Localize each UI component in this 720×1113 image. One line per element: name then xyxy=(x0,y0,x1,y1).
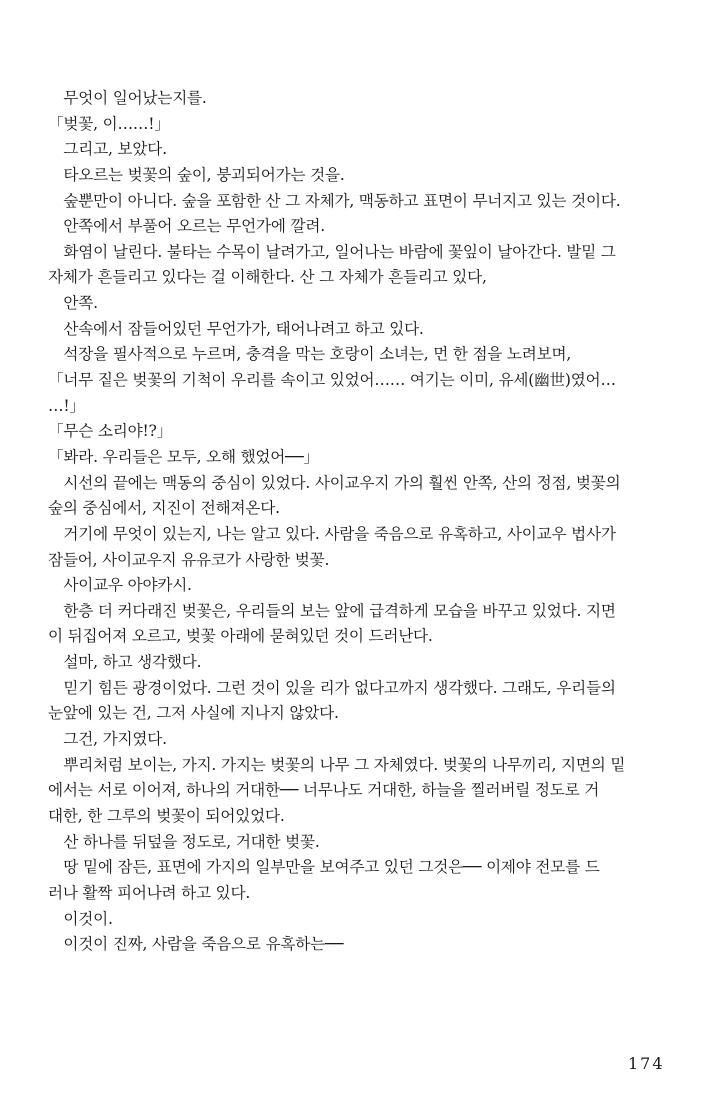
text-line: 숲의 중심에서, 지진이 전해져온다. xyxy=(48,499,280,518)
text-line: 타오르는 벚꽃의 숲이, 붕괴되어가는 것을. xyxy=(48,165,345,184)
text-line: 숲뿐만이 아니다. 숲을 포함한 산 그 자체가, 맥동하고 표면이 무너지고 있는 것이다. xyxy=(48,191,621,210)
text-line: 이것이. xyxy=(48,909,113,928)
text-line: 안쪽에서 부풀어 오르는 무언가에 깔려. xyxy=(48,217,325,236)
text-line: 「무슨 소리야!?」 xyxy=(48,422,173,441)
text-line: 뿌리처럼 보이는, 가지. 가지는 벚꽃의 나무 그 자체였다. 벚꽃의 나무끼리, 지면의 밑 xyxy=(48,755,626,774)
text-line: 그리고, 보았다. xyxy=(48,140,167,159)
text-line: 석장을 필사적으로 누르며, 충격을 막는 호랑이 소녀는, 먼 한 점을 노려보며, xyxy=(48,345,572,364)
text-line: 그건, 가지였다. xyxy=(48,730,167,749)
text-line: 믿기 힘든 광경이었다. 그런 것이 있을 리가 없다고까지 생각했다. 그래도, 우리들의 xyxy=(48,678,616,697)
text-line: 산속에서 잠들어있던 무언가가, 태어나려고 하고 있다. xyxy=(48,319,424,338)
text-line: 잠들어, 사이교우지 유유코가 사랑한 벚꽃. xyxy=(48,550,330,569)
text-line: 한층 더 커다래진 벚꽃은, 우리들의 보는 앞에 급격하게 모습을 바꾸고 있었다. 지면 xyxy=(48,601,616,620)
text-line: 「봐라. 우리들은 모두, 오해 했었어──」 xyxy=(48,447,319,466)
text-line: 「너무 짙은 벚꽃의 기척이 우리를 속이고 있었어…… 여기는 이미, 유세(幽世)였어… xyxy=(48,371,616,390)
text-line: 사이교우 아야카시. xyxy=(48,576,192,595)
text-line: 무엇이 일어났는지를. xyxy=(48,89,207,107)
text-line: 러나 활짝 피어나려 하고 있다. xyxy=(48,883,251,902)
text-line: 자체가 흔들리고 있다는 걸 이해한다. 산 그 자체가 흔들리고 있다, xyxy=(48,268,487,287)
text-line: 설마, 하고 생각했다. xyxy=(48,653,202,672)
text-line: 이것이 진짜, 사람을 죽음으로 유혹하는── xyxy=(48,935,344,954)
text-line: 시선의 끝에는 맥동의 중심이 있었다. 사이교우지 가의 훨씬 안쪽, 산의 정점, 벚꽃의 xyxy=(48,473,621,492)
body-text xyxy=(48,86,688,958)
page-number: 174 xyxy=(628,1054,665,1073)
text-line: 이 뒤집어져 오르고, 벚꽃 아래에 묻혀있던 것이 드러난다. xyxy=(48,627,433,646)
text-line: 대한, 한 그루의 벚꽃이 되어있었다. xyxy=(48,806,285,825)
text-line: …!」 xyxy=(48,396,85,415)
text-line: 눈앞에 있는 건, 그저 사실에 지나지 않았다. xyxy=(48,704,339,723)
text-line: 안쪽. xyxy=(48,294,98,313)
text-line: 땅 밑에 잠든, 표면에 가지의 일부만을 보여주고 있던 그것은── 이제야 전모를 드 xyxy=(48,858,600,877)
text-line: 산 하나를 뒤덮을 정도로, 거대한 벚꽃. xyxy=(48,832,320,851)
text-line: 에서는 서로 이어져, 하나의 거대한── 너무나도 거대한, 하늘을 찔러버릴 정도로 거 xyxy=(48,781,600,800)
text-line: 화염이 날린다. 불타는 수목이 날려가고, 일어나는 바람에 꽃잎이 날아간다. 발밑 그 xyxy=(48,242,616,261)
text-line: 거기에 무엇이 있는지, 나는 알고 있다. 사람을 죽음으로 유혹하고, 사이교우 법사가 xyxy=(48,524,616,543)
text-line: 「벚꽃, 이……!」 xyxy=(48,114,170,133)
